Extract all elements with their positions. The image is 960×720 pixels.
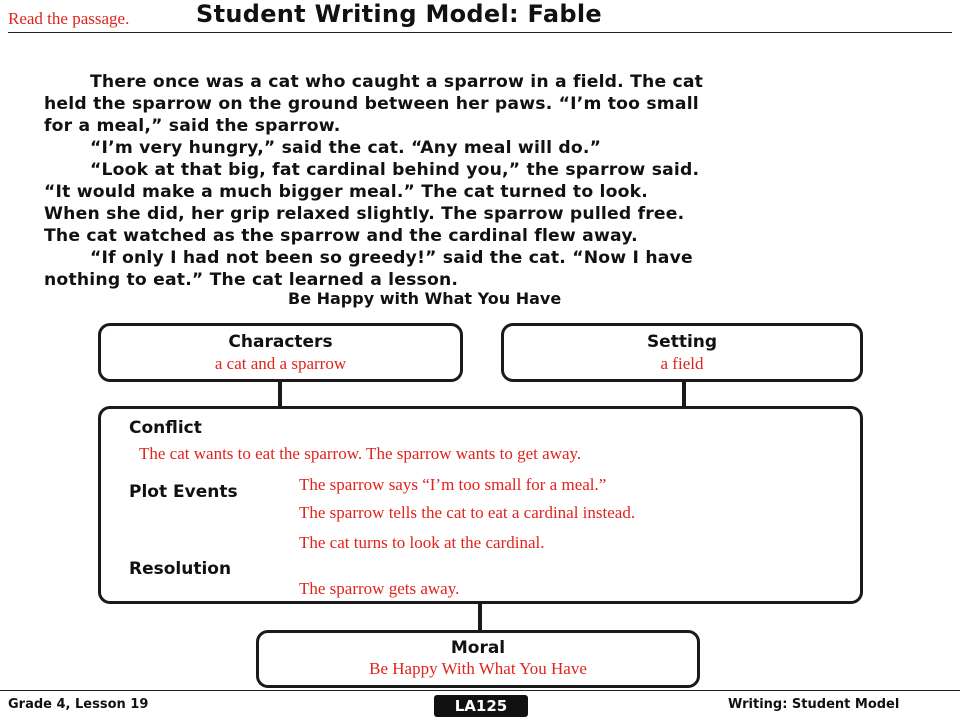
passage-line: “Look at that big, fat cardinal behind you,” the sparrow said. xyxy=(90,160,700,180)
moral-box xyxy=(256,630,700,688)
resolution-answer: The sparrow gets away. xyxy=(299,579,460,598)
setting-answer: a field xyxy=(660,354,704,373)
passage-line: There once was a cat who caught a sparrow in a field. The cat xyxy=(90,72,704,92)
plot-event-answer: The cat turns to look at the cardinal. xyxy=(299,533,545,552)
connector-line xyxy=(478,602,482,632)
page-code-badge: LA125 xyxy=(434,695,528,717)
footer-lesson: Grade 4, Lesson 19 xyxy=(8,697,149,712)
characters-label: Characters xyxy=(228,332,333,352)
moral-label: Moral xyxy=(450,638,506,658)
footer-divider xyxy=(0,690,960,691)
title-divider xyxy=(8,32,952,33)
passage-line: “If only I had not been so greedy!” said the cat. “Now I have xyxy=(90,248,693,268)
passage-line: “I’m very hungry,” said the cat. “Any meal will do.” xyxy=(90,138,602,158)
plot-event-answer: The sparrow tells the cat to eat a cardinal instead. xyxy=(299,503,636,522)
setting-label: Setting xyxy=(646,332,718,352)
characters-answer: a cat and a sparrow xyxy=(214,354,347,373)
plot-events-label: Plot Events xyxy=(129,482,238,502)
setting-box xyxy=(501,323,863,382)
footer-section: Writing: Student Model xyxy=(728,697,900,712)
passage-line: for a meal,” said the sparrow. xyxy=(44,116,341,136)
story-elements-box xyxy=(98,406,863,604)
passage-line: “It would make a much bigger meal.” The cat turned to look. xyxy=(44,182,648,202)
passage-line: nothing to eat.” The cat learned a lesson. xyxy=(44,270,459,290)
plot-event-answer: The sparrow says “I’m too small for a meal.” xyxy=(299,475,607,494)
conflict-answer: The cat wants to eat the sparrow. The sparrow wants to get away. xyxy=(139,444,582,463)
conflict-label: Conflict xyxy=(129,418,202,438)
moral-answer: Be Happy With What You Have xyxy=(369,659,587,678)
characters-box xyxy=(98,323,463,382)
passage-line: When she did, her grip relaxed slightly. The sparrow pulled free. xyxy=(44,204,685,224)
passage-line: held the sparrow on the ground between her paws. “I’m too small xyxy=(44,94,699,114)
instruction-text: Read the passage. xyxy=(8,9,130,28)
resolution-label: Resolution xyxy=(129,559,232,579)
page-title: Student Writing Model: Fable xyxy=(196,0,602,28)
story-title: Be Happy with What You Have xyxy=(288,289,562,308)
passage-line: The cat watched as the sparrow and the cardinal flew away. xyxy=(44,226,638,246)
